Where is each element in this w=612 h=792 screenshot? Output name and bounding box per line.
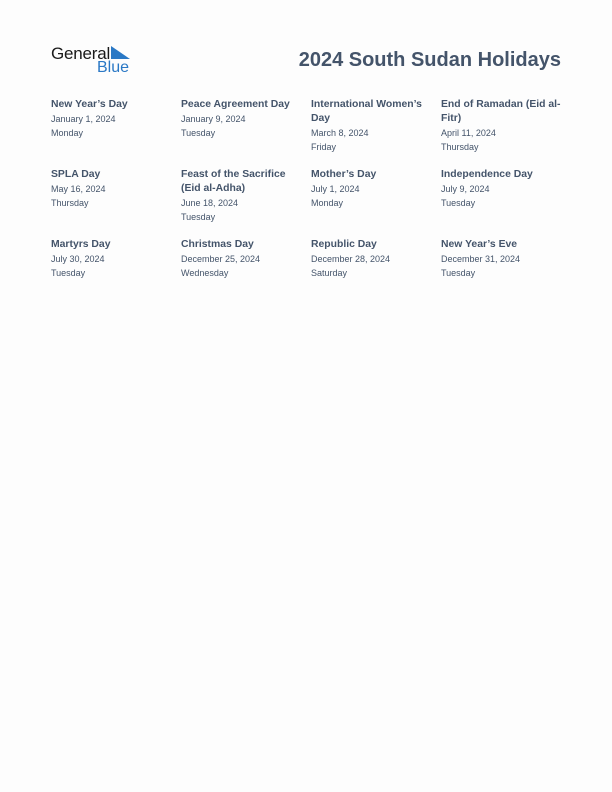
holiday-name: International Women’s Day xyxy=(311,99,422,124)
holiday-date: June 18, 2024 xyxy=(181,198,239,208)
holiday-date: December 28, 2024 xyxy=(311,254,391,264)
holiday-name: End of Ramadan (Eid al-Fitr) xyxy=(441,99,561,124)
holiday-weekday: Monday xyxy=(311,198,344,208)
holiday-weekday: Tuesday xyxy=(441,268,476,278)
holiday-name: Republic Day xyxy=(311,239,377,250)
holiday-date: April 11, 2024 xyxy=(441,128,496,138)
holiday-date: July 30, 2024 xyxy=(51,254,105,264)
holiday-item xyxy=(51,238,173,280)
holiday-name: Feast of the Sacrifice (Eid al-Adha) xyxy=(181,169,286,194)
holiday-weekday: Wednesday xyxy=(181,268,229,278)
holiday-weekday: Tuesday xyxy=(51,268,86,278)
holiday-date: July 9, 2024 xyxy=(441,184,490,194)
holiday-item xyxy=(181,98,303,140)
holiday-weekday: Saturday xyxy=(311,268,348,278)
holiday-item xyxy=(311,238,433,280)
holiday-item xyxy=(441,238,563,280)
holiday-weekday: Friday xyxy=(311,142,337,152)
holiday-weekday: Thursday xyxy=(441,142,479,152)
brand-name-blue: Blue xyxy=(97,59,130,76)
holiday-weekday: Thursday xyxy=(51,198,89,208)
holiday-date: December 31, 2024 xyxy=(441,254,521,264)
holiday-name: New Year’s Eve xyxy=(441,239,518,250)
holiday-item xyxy=(181,168,303,224)
holiday-weekday: Tuesday xyxy=(441,198,476,208)
holiday-date: January 1, 2024 xyxy=(51,114,116,124)
holiday-item xyxy=(441,98,563,154)
holiday-item xyxy=(181,238,303,280)
holiday-item xyxy=(51,168,173,210)
holiday-date: May 16, 2024 xyxy=(51,184,106,194)
holiday-name: Mother’s Day xyxy=(311,169,377,180)
holiday-date: December 25, 2024 xyxy=(181,254,261,264)
holiday-weekday: Monday xyxy=(51,128,84,138)
holiday-weekday: Tuesday xyxy=(181,128,216,138)
holiday-date: January 9, 2024 xyxy=(181,114,246,124)
holiday-name: Independence Day xyxy=(441,169,533,180)
holiday-date: July 1, 2024 xyxy=(311,184,360,194)
holiday-date: March 8, 2024 xyxy=(311,128,369,138)
holiday-item xyxy=(441,168,563,210)
brand-name-general: General xyxy=(51,44,111,63)
page-title: 2024 South Sudan Holidays xyxy=(298,49,561,71)
holiday-item xyxy=(51,98,173,140)
holiday-name: New Year’s Day xyxy=(51,99,128,110)
holiday-name: Christmas Day xyxy=(181,239,254,250)
holiday-weekday: Tuesday xyxy=(181,212,216,222)
holiday-name: Martyrs Day xyxy=(51,239,111,250)
holiday-item xyxy=(311,168,433,210)
holiday-item xyxy=(311,98,433,154)
holiday-name: Peace Agreement Day xyxy=(181,99,290,110)
holiday-name: SPLA Day xyxy=(51,169,101,180)
brand-logo xyxy=(51,44,141,80)
